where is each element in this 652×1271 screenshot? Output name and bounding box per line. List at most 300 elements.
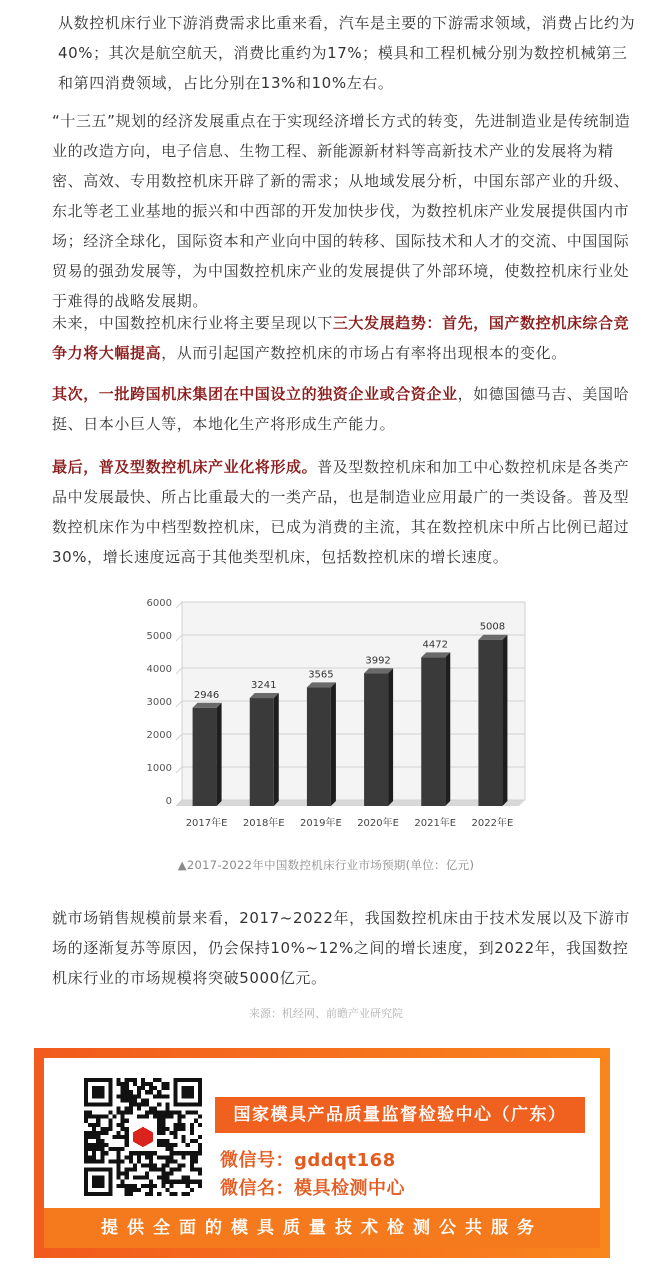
qr-module [149,1192,153,1196]
qr-module [92,1135,96,1139]
qr-module [145,1184,149,1188]
qr-module [125,1090,129,1094]
qr-finder-module [96,1086,100,1090]
qr-finder-module [88,1168,92,1172]
qr-module [117,1159,121,1163]
banner-footer: 提供全面的模具质量技术检测公共服务 [44,1208,600,1248]
banner-title: 国家模具产品质量监督检验中心（广东） [215,1097,585,1133]
qr-module [178,1180,182,1184]
qr-module [145,1098,149,1102]
qr-finder-module [186,1086,190,1090]
qr-module [125,1119,129,1123]
bar-side [388,668,393,806]
qr-finder-module [92,1094,96,1098]
qr-module [112,1147,116,1151]
qr-module [141,1163,145,1167]
qr-module [194,1159,198,1163]
qr-finder-module [190,1086,194,1090]
bar [478,640,502,806]
qr-module [145,1102,149,1106]
paragraph-trend-third [52,452,637,572]
qr-finder-module [174,1094,178,1098]
qr-module [117,1155,121,1159]
qr-finder-module [108,1082,112,1086]
qr-module [92,1151,96,1155]
y-tick-label: 6000 [146,598,172,609]
qr-module [133,1168,137,1172]
qr-module [137,1094,141,1098]
qr-module [153,1086,157,1090]
qr-module [117,1184,121,1188]
qr-module [169,1131,173,1135]
qr-module [190,1168,194,1172]
qr-finder-module [96,1090,100,1094]
qr-module [121,1180,125,1184]
qr-module [161,1082,165,1086]
gridline-depth [176,668,182,674]
paragraph-market-outlook: 就市场销售规模前景来看，2017~2022年，我国数控机床由于技术发展以及下游市场的逐渐复苏等原因，仍会保持10%~12%之间的增长速度，到2022年，我国数控机床行业的市场规模将突破5000亿元。 [52,909,630,987]
wechat-name: 微信名：模具检测中心 [220,1178,405,1199]
qr-module [129,1090,133,1094]
qr-module [165,1163,169,1167]
qr-module [165,1094,169,1098]
qr-module [178,1111,182,1115]
qr-module [121,1090,125,1094]
qr-module [117,1135,121,1139]
qr-module [153,1163,157,1167]
qr-module [149,1180,153,1184]
x-tick-label: 2020年E [357,818,399,829]
qr-module [178,1127,182,1131]
qr-module [194,1168,198,1172]
qr-finder-module [108,1184,112,1188]
y-tick-label: 0 [165,796,172,807]
qr-module [125,1135,129,1139]
trend-second-text: ，如德国德马吉、美国哈挺、日本小巨人等，本地化生产将形成生产能力。 [52,385,630,433]
qr-module [88,1115,92,1119]
qr-module [96,1139,100,1143]
qr-finder-module [182,1086,186,1090]
qr-module [137,1086,141,1090]
qr-module [153,1168,157,1172]
qr-module [174,1123,178,1127]
qr-finder-module [190,1090,194,1094]
qr-finder-module [84,1172,88,1176]
qr-finder-module [108,1176,112,1180]
qr-finder-module [84,1180,88,1184]
qr-module [161,1155,165,1159]
market-forecast-chart [140,585,535,835]
qr-finder-module [174,1086,178,1090]
qr-finder-module [84,1168,88,1172]
qr-module [92,1159,96,1163]
qr-module [125,1176,129,1180]
qr-module [165,1111,169,1115]
qr-finder-module [100,1086,104,1090]
qr-finder-module [92,1184,96,1188]
qr-module [100,1131,104,1135]
qr-module [141,1078,145,1082]
qr-module [178,1151,182,1155]
qr-module [137,1176,141,1180]
qr-finder-module [100,1176,104,1180]
qr-module [121,1111,125,1115]
qr-finder-module [174,1098,178,1102]
qr-finder-module [182,1102,186,1106]
qr-finder-module [92,1078,96,1082]
qr-module [165,1082,169,1086]
qr-module [121,1135,125,1139]
qr-module [141,1082,145,1086]
qr-finder-module [198,1082,202,1086]
qr-module [88,1123,92,1127]
qr-finder-module [174,1102,178,1106]
qr-module [157,1143,161,1147]
qr-module [149,1184,153,1188]
qr-module [190,1111,194,1115]
qr-module [182,1155,186,1159]
qr-module [133,1102,137,1106]
qr-finder-module [198,1090,202,1094]
qr-module [117,1131,121,1135]
qr-finder-module [100,1192,104,1196]
qr-finder-module [194,1102,198,1106]
qr-module [137,1151,141,1155]
qr-finder-module [96,1184,100,1188]
qr-module [84,1139,88,1143]
qr-module [129,1151,133,1155]
qr-module [190,1131,194,1135]
qr-module [84,1147,88,1151]
qr-finder-module [96,1192,100,1196]
qr-module [153,1078,157,1082]
qr-module [96,1123,100,1127]
qr-module [104,1151,108,1155]
qr-module [161,1119,165,1123]
qr-finder-module [104,1192,108,1196]
qr-module [157,1111,161,1115]
qr-module [194,1155,198,1159]
qr-module [157,1090,161,1094]
bar [421,657,445,806]
qr-module [141,1102,145,1106]
paragraph-trend-first [52,308,637,368]
qr-module [125,1086,129,1090]
qr-module [121,1127,125,1131]
qr-module [117,1106,121,1110]
qr-module [149,1111,153,1115]
y-tick-label: 3000 [146,697,172,708]
qr-module [96,1147,100,1151]
qr-module [153,1111,157,1115]
qr-finder-module [174,1078,178,1082]
qr-module [100,1159,104,1163]
qr-finder-module [92,1090,96,1094]
qr-module [182,1139,186,1143]
qr-module [145,1155,149,1159]
gridline-depth [176,734,182,740]
qr-module [100,1151,104,1155]
qr-finder-module [92,1180,96,1184]
qr-module [129,1106,133,1110]
qr-finder-module [92,1086,96,1090]
qr-module [92,1115,96,1119]
qr-module [125,1192,129,1196]
qr-module [117,1176,121,1180]
qr-module [174,1180,178,1184]
qr-module [153,1094,157,1098]
qr-module [125,1188,129,1192]
qr-module [96,1115,100,1119]
qr-module [186,1184,190,1188]
qr-module [178,1168,182,1172]
qr-finder-module [92,1192,96,1196]
trend-intro-text: 未来，中国数控机床行业将主要呈现以下 [52,314,333,332]
qr-finder-module [84,1176,88,1180]
qr-module [190,1151,194,1155]
bar-top [478,635,507,640]
qr-finder-module [190,1102,194,1106]
qr-module [161,1163,165,1167]
qr-module [198,1168,202,1172]
qr-module [186,1180,190,1184]
qr-module [149,1151,153,1155]
qr-module [198,1115,202,1119]
qr-module [108,1123,112,1127]
qr-module [141,1098,145,1102]
qr-module [145,1151,149,1155]
qr-module [137,1102,141,1106]
qr-module [100,1147,104,1151]
qr-module [165,1147,169,1151]
qr-module [88,1111,92,1115]
qr-finder-module [108,1172,112,1176]
qr-module [125,1098,129,1102]
qr-module [117,1078,121,1082]
qr-module [157,1123,161,1127]
qr-module [145,1111,149,1115]
qr-module [186,1192,190,1196]
bar-top [421,652,450,657]
qr-module [108,1119,112,1123]
bar-side [502,635,507,806]
qr-module [125,1131,129,1135]
qr-module [157,1078,161,1082]
qr-module [133,1163,137,1167]
qr-module [169,1180,173,1184]
qr-module [145,1176,149,1180]
qr-module [157,1094,161,1098]
qr-module [194,1151,198,1155]
qr-module [84,1159,88,1163]
bar [364,673,388,806]
qr-finder-module [108,1180,112,1184]
qr-module [161,1184,165,1188]
qr-module [92,1155,96,1159]
qr-module [129,1102,133,1106]
qr-module [100,1139,104,1143]
bar-top [250,693,279,698]
qr-module [149,1188,153,1192]
qr-module [161,1086,165,1090]
qr-module [88,1131,92,1135]
x-tick-label: 2022年E [471,818,514,829]
qr-module [133,1176,137,1180]
qr-module [137,1188,141,1192]
qr-module [84,1135,88,1139]
qr-module [174,1168,178,1172]
qr-module [169,1147,173,1151]
x-tick-label: 2021年E [414,818,457,829]
qr-finder-module [174,1082,178,1086]
qr-module [157,1131,161,1135]
gridline-depth [176,635,182,641]
qr-finder-module [186,1102,190,1106]
qr-module [194,1111,198,1115]
qr-module [121,1082,125,1086]
qr-module [145,1115,149,1119]
qr-module [145,1172,149,1176]
qr-module [178,1163,182,1167]
qr-module [198,1143,202,1147]
qr-module [178,1119,182,1123]
trend-first-text: ，从而引起国产数控机床的市场占有率将出现根本的变化。 [161,344,567,362]
qr-module [125,1172,129,1176]
qr-module [174,1111,178,1115]
qr-finder-module [100,1168,104,1172]
qr-module [149,1168,153,1172]
qr-module [112,1115,116,1119]
qr-module [190,1159,194,1163]
qr-module [165,1115,169,1119]
x-tick-label: 2018年E [242,818,285,829]
qr-module [137,1159,141,1163]
qr-module [112,1159,116,1163]
qr-module [108,1111,112,1115]
qr-finder-module [108,1094,112,1098]
qr-finder-module [182,1078,186,1082]
qr-module [104,1131,108,1135]
qr-module [133,1094,137,1098]
qr-module [92,1143,96,1147]
qr-module [190,1155,194,1159]
qr-module [117,1163,121,1167]
qr-module [157,1127,161,1131]
qr-module [161,1139,165,1143]
qr-module [161,1180,165,1184]
qr-module [125,1078,129,1082]
qr-module [157,1139,161,1143]
qr-module [153,1184,157,1188]
qr-module [186,1176,190,1180]
qr-module [198,1184,202,1188]
paragraph-trend-second [52,379,637,439]
qr-module [100,1127,104,1131]
qr-finder-module [96,1168,100,1172]
qr-finder-module [178,1102,182,1106]
qr-module [129,1078,133,1082]
qr-module [129,1192,133,1196]
qr-module [141,1151,145,1155]
paragraph-13th-five-year-plan: “十三五”规划的经济发展重点在于实现经济增长方式的转变，先进制造业是传统制造业的改造方向，电子信息、生物工程、新能源新材料等高新技术产业的发展将为精密、高效、专用数控机床开辟了新的需求；从地域发展分析，中国东部产业的升级、东北等老工业基地的振兴和中西部的开发加快步伐，为数控机床产业发展提供国内市场；经济全球化，国际资本和产业向中国的转移、国际技术和人才的交流、中国国际贸易的强劲发展等，为中国数控机床产业的发展提供了外部环境，使数控机床行业处于难得的战略发展期。 [52,112,631,310]
qr-module [157,1119,161,1123]
qr-module [121,1094,125,1098]
qr-module [157,1192,161,1196]
x-tick-label: 2017年E [185,818,228,829]
qr-module [84,1111,88,1115]
qr-module [133,1184,137,1188]
qr-finder-module [108,1192,112,1196]
qr-finder-module [182,1090,186,1094]
qr-module [174,1192,178,1196]
qr-module [137,1090,141,1094]
qr-module [84,1143,88,1147]
qr-finder-module [100,1090,104,1094]
qr-finder-module [88,1078,92,1082]
qr-module [174,1151,178,1155]
qr-module [96,1131,100,1135]
qr-module [190,1123,194,1127]
qr-module [125,1106,129,1110]
qr-code-icon[interactable] [84,1078,202,1196]
qr-module [84,1131,88,1135]
qr-module [182,1192,186,1196]
qr-finder-module [104,1102,108,1106]
y-tick-label: 4000 [146,664,172,675]
bar-side [331,682,336,806]
qr-module [88,1135,92,1139]
qr-finder-module [178,1078,182,1082]
promo-banner[interactable] [34,1048,610,1258]
qr-finder-module [104,1078,108,1082]
qr-module [169,1168,173,1172]
qr-module [198,1180,202,1184]
bar [193,708,217,806]
qr-module [84,1155,88,1159]
gridline-depth [176,767,182,773]
qr-module [174,1143,178,1147]
qr-module [169,1115,173,1119]
qr-finder-module [84,1086,88,1090]
qr-finder-module [100,1094,104,1098]
qr-module [88,1159,92,1163]
qr-module [92,1123,96,1127]
qr-module [104,1115,108,1119]
qr-module [129,1098,133,1102]
qr-module [125,1094,129,1098]
bar-top [307,682,336,687]
qr-finder-module [84,1078,88,1082]
qr-module [141,1115,145,1119]
qr-module [165,1102,169,1106]
qr-module [182,1163,186,1167]
qr-module [133,1082,137,1086]
qr-finder-module [108,1086,112,1090]
qr-module [125,1111,129,1115]
qr-module [182,1123,186,1127]
qr-module [153,1151,157,1155]
qr-finder-module [84,1192,88,1196]
qr-module [121,1172,125,1176]
qr-finder-module [96,1176,100,1180]
qr-module [92,1131,96,1135]
qr-module [84,1151,88,1155]
qr-module [169,1159,173,1163]
qr-module [157,1115,161,1119]
qr-module [190,1188,194,1192]
bar-side [274,693,279,806]
qr-module [125,1184,129,1188]
